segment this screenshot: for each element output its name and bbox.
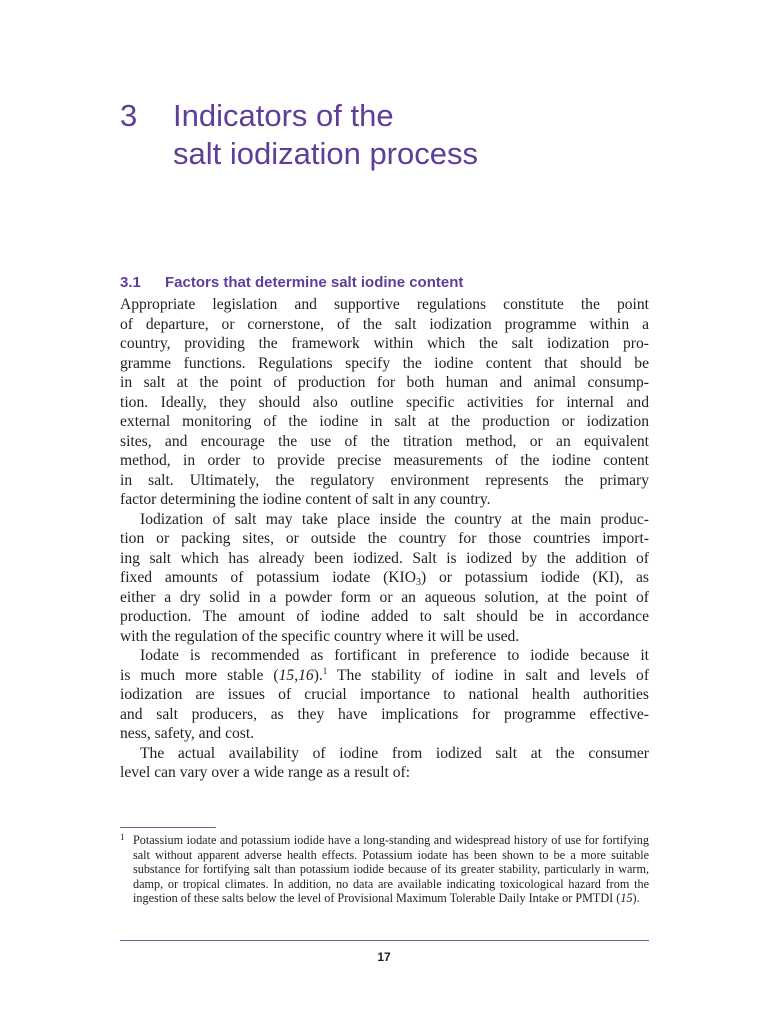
paragraph-2-line: production. The amount of iodine added to salt should be in accordance [120,608,649,625]
reference-number: 16 [298,666,314,684]
text-run: is much more stable ( [120,666,279,684]
footnote-marker: 1 [322,665,328,676]
text-run: fixed amounts of potassium iodate (KIO [120,569,416,586]
chapter-number: 3 [120,98,138,133]
text-run: The stability of iodine in salt and levels of [327,666,650,684]
footnote-number: 1 [120,832,125,842]
paragraph-2-line: ing salt which has already been iodized. Salt is iodized by the addition of [120,549,649,567]
text-run: ) or potassium iodide (KI), as [421,569,649,586]
chapter-title-line-2: salt iodization process [173,136,478,171]
paragraph-3-line: ness, safety, and cost. [120,725,255,742]
text-run: ). [632,891,640,905]
footnote [120,833,649,906]
page-number: 17 [377,950,391,964]
paragraph-3-line: and salt producers, as they have implications for programme effective- [120,705,649,723]
paragraph-3-line: Iodate is recommended as fortificant in preference to iodide because it [140,647,649,664]
section-number: 3.1 [120,274,141,291]
paragraph-2-line: with the regulation of the specific country where it will be used. [120,627,520,645]
reference-number: 15 [620,891,633,905]
footnote-text [133,833,649,906]
paragraph-1-line: external monitoring of the iodine in salt at the production or iodization [120,413,649,430]
paragraph-1-line: in salt. Ultimately, the regulatory environment represents the primary [120,471,649,489]
paragraph-1-line: gramme functions. Regulations specify the iodine content that should be [120,354,649,372]
section-heading [120,274,463,291]
section-title: Factors that determine salt iodine content [165,274,464,291]
text-run: , [294,666,299,684]
paragraph-1-line: tion. Ideally, they should also outline specific activities for internal and [120,393,649,411]
paragraph-3-line [120,666,649,686]
text-run: ). [313,666,323,684]
body-text [120,295,649,783]
paragraph-2-line: tion or packing sites, or outside the country for those countries import- [120,530,649,547]
paragraph-2-line [120,568,649,588]
text-run: Potassium iodate and potassium iodide have a long-standing and widespread history of use for fortifying salt without apparent adverse health effects. Potassium iodate has been shown to be a more suitable substance for fortifying salt than potassium iodide because of its greater stability, particularly in warm, damp, or tropical climates. In addition, no data are available indicating toxicological hazard from the ingestion of these salts below the level of Provisional Maximum Tolerable Daily Intake or PMTDI ( [133,833,649,905]
paragraph-2-line: Iodization of salt may take place inside the country at the main produc- [140,510,649,528]
paragraph-3-line: iodization are issues of crucial importance to national health authorities [120,686,649,703]
chapter-title-line-1: Indicators of the [173,98,394,133]
paragraph-1-line: method, in order to provide precise measurements of the iodine content [120,452,649,469]
paragraph-4-line: The actual availability of iodine from iodized salt at the consumer [140,744,649,762]
footer-divider [120,940,649,941]
paragraph-1-line: of departure, or cornerstone, of the salt iodization programme within a [120,315,649,333]
paragraph-1-line: Appropriate legislation and supportive regulations constitute the point [120,296,649,313]
paragraph-1-line: in salt at the point of production for both human and animal consump- [120,374,649,391]
paragraph-1-line: sites, and encourage the use of the titration method, or an equivalent [120,432,649,450]
paragraph-1-line: factor determining the iodine content of salt in any country. [120,491,491,508]
paragraph-1-line: country, providing the framework within which the salt iodization pro- [120,335,649,352]
footnote-divider [120,827,216,828]
paragraph-4-line: level can vary over a wide range as a result of: [120,764,411,781]
paragraph-2-line: either a dry solid in a powder form or an aqueous solution, at the point of [120,588,649,606]
subscript: 3 [416,577,421,588]
reference-number: 15 [278,666,295,684]
